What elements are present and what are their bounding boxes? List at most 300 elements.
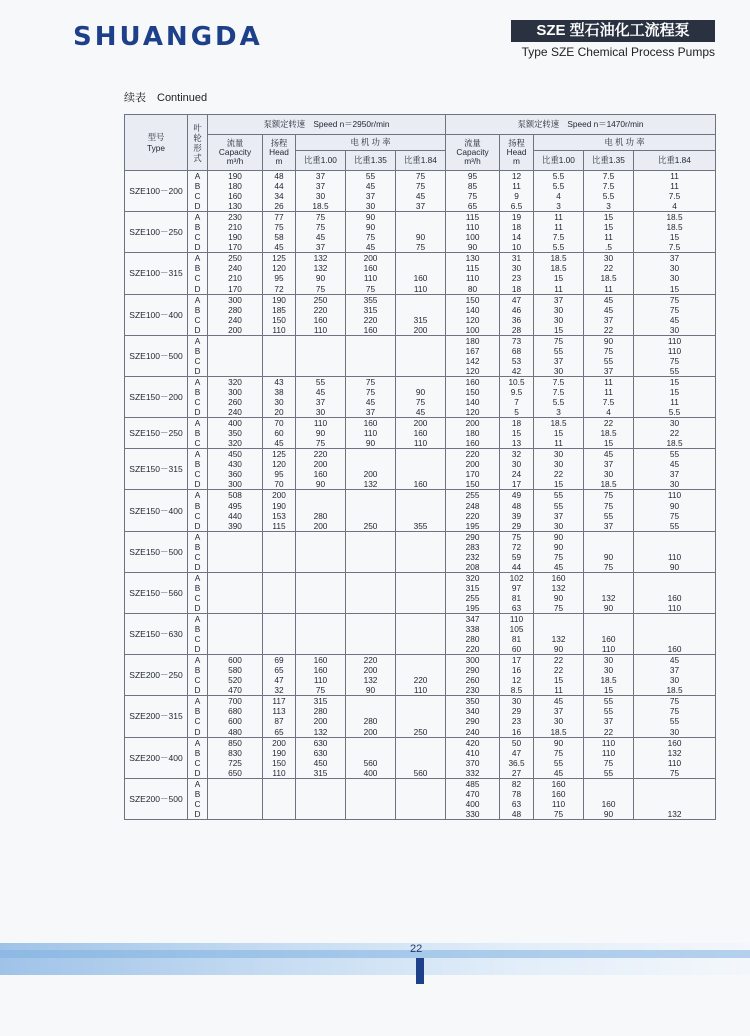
value-cell — [634, 531, 716, 542]
impeller-cell: B — [188, 583, 208, 593]
value-cell: 630 — [296, 737, 346, 748]
value-cell: 160 — [296, 469, 346, 479]
page-title: SZE 型石油化工流程泵 — [511, 20, 715, 42]
value-cell: 15 — [584, 222, 634, 232]
value-cell: 195 — [446, 603, 500, 614]
speed-1470-header: 泵额定转速 Speed n＝1470r/min — [446, 115, 716, 135]
model-cell: SZE100－315 — [125, 253, 188, 294]
value-cell — [346, 748, 396, 758]
table-row — [125, 459, 716, 469]
impeller-cell: B — [188, 305, 208, 315]
value-cell: 65 — [446, 201, 500, 212]
impeller-cell: C — [188, 758, 208, 768]
value-cell: 160 — [634, 737, 716, 748]
value-cell: 132 — [296, 727, 346, 738]
value-cell: 5.5 — [534, 171, 584, 182]
value-cell: 190 — [208, 232, 263, 242]
value-cell: 320 — [208, 376, 263, 387]
value-cell: 75 — [296, 222, 346, 232]
value-cell: 23 — [500, 716, 534, 726]
value-cell — [396, 706, 446, 716]
value-cell: 15 — [534, 479, 584, 490]
value-cell: 45 — [296, 387, 346, 397]
value-cell: 260 — [208, 397, 263, 407]
value-cell — [584, 778, 634, 789]
value-cell: 110 — [396, 438, 446, 449]
page-number: 22 — [410, 943, 423, 955]
value-cell: 75 — [534, 335, 584, 346]
impeller-cell: B — [188, 706, 208, 716]
value-cell: 7.5 — [534, 232, 584, 242]
value-cell: 45 — [634, 459, 716, 469]
value-cell: 15 — [500, 428, 534, 438]
value-cell: 200 — [446, 459, 500, 469]
value-cell: 29 — [500, 706, 534, 716]
value-cell: 210 — [208, 222, 263, 232]
value-cell: 30 — [634, 479, 716, 490]
table-row — [125, 552, 716, 562]
value-cell: 18.5 — [584, 479, 634, 490]
value-cell: 30 — [584, 253, 634, 264]
value-cell: 90 — [534, 542, 584, 552]
value-cell: 37 — [296, 397, 346, 407]
impeller-cell: A — [188, 376, 208, 387]
value-cell: 90 — [346, 222, 396, 232]
model-cell: SZE150－200 — [125, 376, 188, 417]
value-cell: 250 — [346, 521, 396, 532]
value-cell: 75 — [634, 696, 716, 707]
value-cell — [584, 572, 634, 583]
value-cell: 200 — [208, 325, 263, 336]
table-row — [125, 335, 716, 346]
value-cell: 160 — [396, 273, 446, 283]
value-cell: 22 — [584, 325, 634, 336]
value-cell: 75 — [346, 387, 396, 397]
impeller-cell: A — [188, 418, 208, 429]
value-cell: 90 — [346, 438, 396, 449]
value-cell: 38 — [263, 387, 296, 397]
value-cell: 160 — [346, 325, 396, 336]
value-cell — [396, 665, 446, 675]
value-cell: 95 — [446, 171, 500, 182]
impeller-cell: D — [188, 685, 208, 696]
value-cell: 320 — [208, 438, 263, 449]
table-row — [125, 706, 716, 716]
value-cell: 153 — [263, 511, 296, 521]
value-cell: 55 — [584, 696, 634, 707]
value-cell — [263, 531, 296, 542]
footer-band — [0, 943, 750, 975]
value-cell: 11 — [584, 387, 634, 397]
footer-strip — [0, 950, 750, 958]
impeller-cell: C — [188, 438, 208, 449]
value-cell: 75 — [584, 562, 634, 573]
value-cell: 48 — [263, 171, 296, 182]
table-row — [125, 263, 716, 273]
value-cell: 90 — [584, 809, 634, 820]
table-row — [125, 479, 716, 490]
value-cell: 150 — [263, 758, 296, 768]
value-cell: 4 — [584, 407, 634, 418]
value-cell: 70 — [263, 479, 296, 490]
value-cell: 560 — [396, 768, 446, 779]
value-cell: 75 — [534, 603, 584, 614]
value-cell: 700 — [208, 696, 263, 707]
value-cell: 200 — [396, 418, 446, 429]
value-cell: 400 — [208, 418, 263, 429]
value-cell: 75 — [634, 356, 716, 366]
table-row — [125, 511, 716, 521]
value-cell — [346, 511, 396, 521]
value-cell: 400 — [346, 768, 396, 779]
value-cell: 18.5 — [584, 428, 634, 438]
value-cell: 30 — [534, 459, 584, 469]
value-cell — [534, 614, 584, 625]
value-cell — [634, 572, 716, 583]
value-cell: 315 — [296, 768, 346, 779]
impeller-cell: C — [188, 273, 208, 283]
value-cell: 27 — [500, 768, 534, 779]
brand-logo: SHUANGDA — [73, 22, 263, 52]
value-cell: 13 — [500, 438, 534, 449]
table-row — [125, 758, 716, 768]
value-cell: 120 — [263, 459, 296, 469]
table-row — [125, 521, 716, 532]
value-cell: 46 — [500, 305, 534, 315]
value-cell: 200 — [263, 490, 296, 501]
value-cell: 360 — [208, 469, 263, 479]
value-cell: 110 — [263, 325, 296, 336]
table-row — [125, 685, 716, 696]
value-cell: 45 — [584, 294, 634, 305]
table-row — [125, 778, 716, 789]
value-cell: 15 — [634, 284, 716, 295]
value-cell: .5 — [584, 242, 634, 253]
value-cell: 75 — [346, 232, 396, 242]
value-cell: 115 — [263, 521, 296, 532]
impeller-cell: C — [188, 315, 208, 325]
value-cell: 290 — [446, 716, 500, 726]
value-cell — [208, 644, 263, 655]
value-cell: 105 — [500, 624, 534, 634]
value-cell: 75 — [296, 685, 346, 696]
value-cell: 200 — [396, 325, 446, 336]
impeller-cell: B — [188, 542, 208, 552]
value-cell: 48 — [500, 501, 534, 511]
value-cell: 200 — [346, 727, 396, 738]
value-cell: 200 — [296, 716, 346, 726]
value-cell: 45 — [263, 438, 296, 449]
value-cell: 195 — [446, 521, 500, 532]
sg-135-header: 比重1.35 — [584, 151, 634, 171]
value-cell: 15 — [584, 438, 634, 449]
value-cell: 47 — [500, 748, 534, 758]
value-cell: 75 — [584, 758, 634, 768]
impeller-cell: B — [188, 501, 208, 511]
impeller-cell: B — [188, 346, 208, 356]
value-cell — [346, 624, 396, 634]
value-cell: 28 — [500, 325, 534, 336]
value-cell: 260 — [446, 675, 500, 685]
impeller-cell: B — [188, 428, 208, 438]
value-cell: 30 — [534, 315, 584, 325]
value-cell — [584, 624, 634, 634]
value-cell: 45 — [396, 407, 446, 418]
value-cell: 347 — [446, 614, 500, 625]
value-cell: 160 — [346, 263, 396, 273]
table-row — [125, 593, 716, 603]
value-cell: 30 — [500, 263, 534, 273]
value-cell: 75 — [534, 809, 584, 820]
value-cell — [634, 778, 716, 789]
model-cell: SZE100－500 — [125, 335, 188, 376]
value-cell: 75 — [634, 706, 716, 716]
table-row — [125, 624, 716, 634]
value-cell: 110 — [346, 428, 396, 438]
value-cell: 110 — [263, 768, 296, 779]
value-cell: 10 — [500, 242, 534, 253]
value-cell: 18.5 — [634, 212, 716, 223]
value-cell — [396, 634, 446, 644]
impeller-cell: A — [188, 572, 208, 583]
value-cell: 320 — [446, 572, 500, 583]
table-row — [125, 789, 716, 799]
value-cell — [263, 614, 296, 625]
value-cell — [396, 799, 446, 809]
value-cell — [396, 716, 446, 726]
value-cell: 55 — [634, 449, 716, 460]
value-cell: 160 — [396, 428, 446, 438]
speed-2950-header: 泵额定转速 Speed n＝2950r/min — [208, 115, 446, 135]
value-cell — [263, 809, 296, 820]
value-cell — [263, 562, 296, 573]
value-cell: 6.5 — [500, 201, 534, 212]
value-cell: 110 — [396, 685, 446, 696]
value-cell: 132 — [296, 253, 346, 264]
value-cell: 355 — [396, 521, 446, 532]
model-cell: SZE100－250 — [125, 212, 188, 253]
value-cell: 170 — [446, 469, 500, 479]
sg-135-header: 比重1.35 — [346, 151, 396, 171]
value-cell — [263, 789, 296, 799]
value-cell: 55 — [634, 716, 716, 726]
value-cell: 10.5 — [500, 376, 534, 387]
value-cell: 55 — [296, 376, 346, 387]
value-cell: 130 — [208, 201, 263, 212]
impeller-cell: D — [188, 284, 208, 295]
value-cell — [396, 778, 446, 789]
value-cell — [396, 593, 446, 603]
value-cell: 75 — [584, 501, 634, 511]
pump-performance-table — [124, 114, 716, 820]
table-row — [125, 171, 716, 182]
value-cell — [263, 593, 296, 603]
value-cell: 72 — [263, 284, 296, 295]
value-cell: 11 — [534, 438, 584, 449]
value-cell: 280 — [346, 716, 396, 726]
value-cell: 65 — [263, 665, 296, 675]
value-cell: 36.5 — [500, 758, 534, 768]
value-cell: 132 — [634, 748, 716, 758]
impeller-cell: D — [188, 325, 208, 336]
impeller-cell: C — [188, 232, 208, 242]
value-cell: 45 — [534, 696, 584, 707]
value-cell: 12 — [500, 675, 534, 685]
value-cell: 75 — [634, 305, 716, 315]
value-cell: 170 — [208, 242, 263, 253]
value-cell: 160 — [446, 376, 500, 387]
value-cell — [296, 572, 346, 583]
table-row — [125, 253, 716, 264]
value-cell — [396, 335, 446, 346]
value-cell: 200 — [296, 459, 346, 469]
table-row — [125, 542, 716, 552]
value-cell: 160 — [534, 789, 584, 799]
impeller-cell: D — [188, 242, 208, 253]
value-cell: 55 — [634, 366, 716, 377]
value-cell: 30 — [296, 407, 346, 418]
col-head-header: 扬程 Head m — [263, 135, 296, 171]
value-cell — [208, 356, 263, 366]
table-row — [125, 305, 716, 315]
model-cell: SZE200－250 — [125, 655, 188, 696]
value-cell: 37 — [634, 665, 716, 675]
value-cell: 110 — [634, 335, 716, 346]
value-cell — [208, 572, 263, 583]
value-cell: 160 — [296, 665, 346, 675]
value-cell: 120 — [446, 315, 500, 325]
value-cell: 110 — [500, 614, 534, 625]
value-cell: 23 — [500, 273, 534, 283]
value-cell: 160 — [296, 315, 346, 325]
value-cell: 580 — [208, 665, 263, 675]
value-cell: 11 — [500, 181, 534, 191]
value-cell: 315 — [446, 583, 500, 593]
value-cell: 30 — [296, 191, 346, 201]
value-cell — [208, 809, 263, 820]
value-cell: 240 — [446, 727, 500, 738]
value-cell — [396, 366, 446, 377]
value-cell: 338 — [446, 624, 500, 634]
table-row — [125, 469, 716, 479]
value-cell: 350 — [446, 696, 500, 707]
value-cell: 283 — [446, 542, 500, 552]
model-cell: SZE200－315 — [125, 696, 188, 737]
value-cell: 45 — [346, 181, 396, 191]
value-cell: 110 — [446, 273, 500, 283]
value-cell — [396, 531, 446, 542]
value-cell — [296, 583, 346, 593]
value-cell: 53 — [500, 356, 534, 366]
value-cell: 200 — [263, 737, 296, 748]
value-cell — [296, 490, 346, 501]
value-cell — [263, 335, 296, 346]
value-cell: 37 — [534, 294, 584, 305]
value-cell: 7.5 — [584, 181, 634, 191]
model-cell: SZE100－400 — [125, 294, 188, 335]
value-cell: 69 — [263, 655, 296, 666]
impeller-cell: C — [188, 675, 208, 685]
value-cell — [296, 634, 346, 644]
value-cell: 18.5 — [534, 263, 584, 273]
value-cell: 110 — [634, 552, 716, 562]
value-cell: 485 — [446, 778, 500, 789]
value-cell — [346, 603, 396, 614]
value-cell: 132 — [534, 634, 584, 644]
value-cell: 90 — [346, 212, 396, 223]
page-marker — [416, 958, 424, 984]
value-cell: 11 — [634, 171, 716, 182]
value-cell: 5.5 — [634, 407, 716, 418]
value-cell: 400 — [446, 799, 500, 809]
impeller-cell: B — [188, 459, 208, 469]
value-cell: 30 — [263, 397, 296, 407]
value-cell — [396, 222, 446, 232]
value-cell: 75 — [296, 438, 346, 449]
value-cell: 37 — [534, 706, 584, 716]
value-cell: 30 — [634, 325, 716, 336]
impeller-cell: D — [188, 366, 208, 377]
value-cell: 68 — [500, 346, 534, 356]
impeller-cell: C — [188, 469, 208, 479]
value-cell — [346, 459, 396, 469]
value-cell: 75 — [396, 397, 446, 407]
value-cell: 220 — [296, 449, 346, 460]
value-cell: 75 — [396, 242, 446, 253]
value-cell: 240 — [208, 263, 263, 273]
value-cell — [396, 696, 446, 707]
value-cell: 45 — [584, 305, 634, 315]
value-cell — [396, 356, 446, 366]
value-cell: 190 — [208, 171, 263, 182]
value-cell: 132 — [534, 583, 584, 593]
value-cell: 37 — [584, 459, 634, 469]
value-cell: 15 — [534, 273, 584, 283]
value-cell — [346, 644, 396, 655]
value-cell: 48 — [500, 809, 534, 820]
value-cell — [208, 366, 263, 377]
value-cell: 315 — [396, 315, 446, 325]
value-cell: 300 — [208, 294, 263, 305]
table-row — [125, 222, 716, 232]
value-cell: 90 — [396, 387, 446, 397]
value-cell: 355 — [346, 294, 396, 305]
value-cell — [346, 335, 396, 346]
value-cell: 110 — [584, 737, 634, 748]
value-cell: 37 — [346, 407, 396, 418]
value-cell: 90 — [534, 531, 584, 542]
value-cell: 560 — [346, 758, 396, 768]
impeller-cell: A — [188, 614, 208, 625]
value-cell: 290 — [446, 531, 500, 542]
value-cell — [296, 809, 346, 820]
value-cell — [263, 778, 296, 789]
value-cell: 280 — [446, 634, 500, 644]
value-cell: 30 — [634, 727, 716, 738]
value-cell: 45 — [584, 449, 634, 460]
value-cell — [296, 346, 346, 356]
value-cell: 350 — [208, 428, 263, 438]
value-cell — [396, 346, 446, 356]
value-cell: 16 — [500, 665, 534, 675]
value-cell: 18.5 — [534, 253, 584, 264]
value-cell: 5.5 — [534, 181, 584, 191]
value-cell: 72 — [500, 542, 534, 552]
sg-100-header: 比重1.00 — [296, 151, 346, 171]
value-cell: 15 — [584, 212, 634, 223]
value-cell — [346, 696, 396, 707]
table-row — [125, 675, 716, 685]
